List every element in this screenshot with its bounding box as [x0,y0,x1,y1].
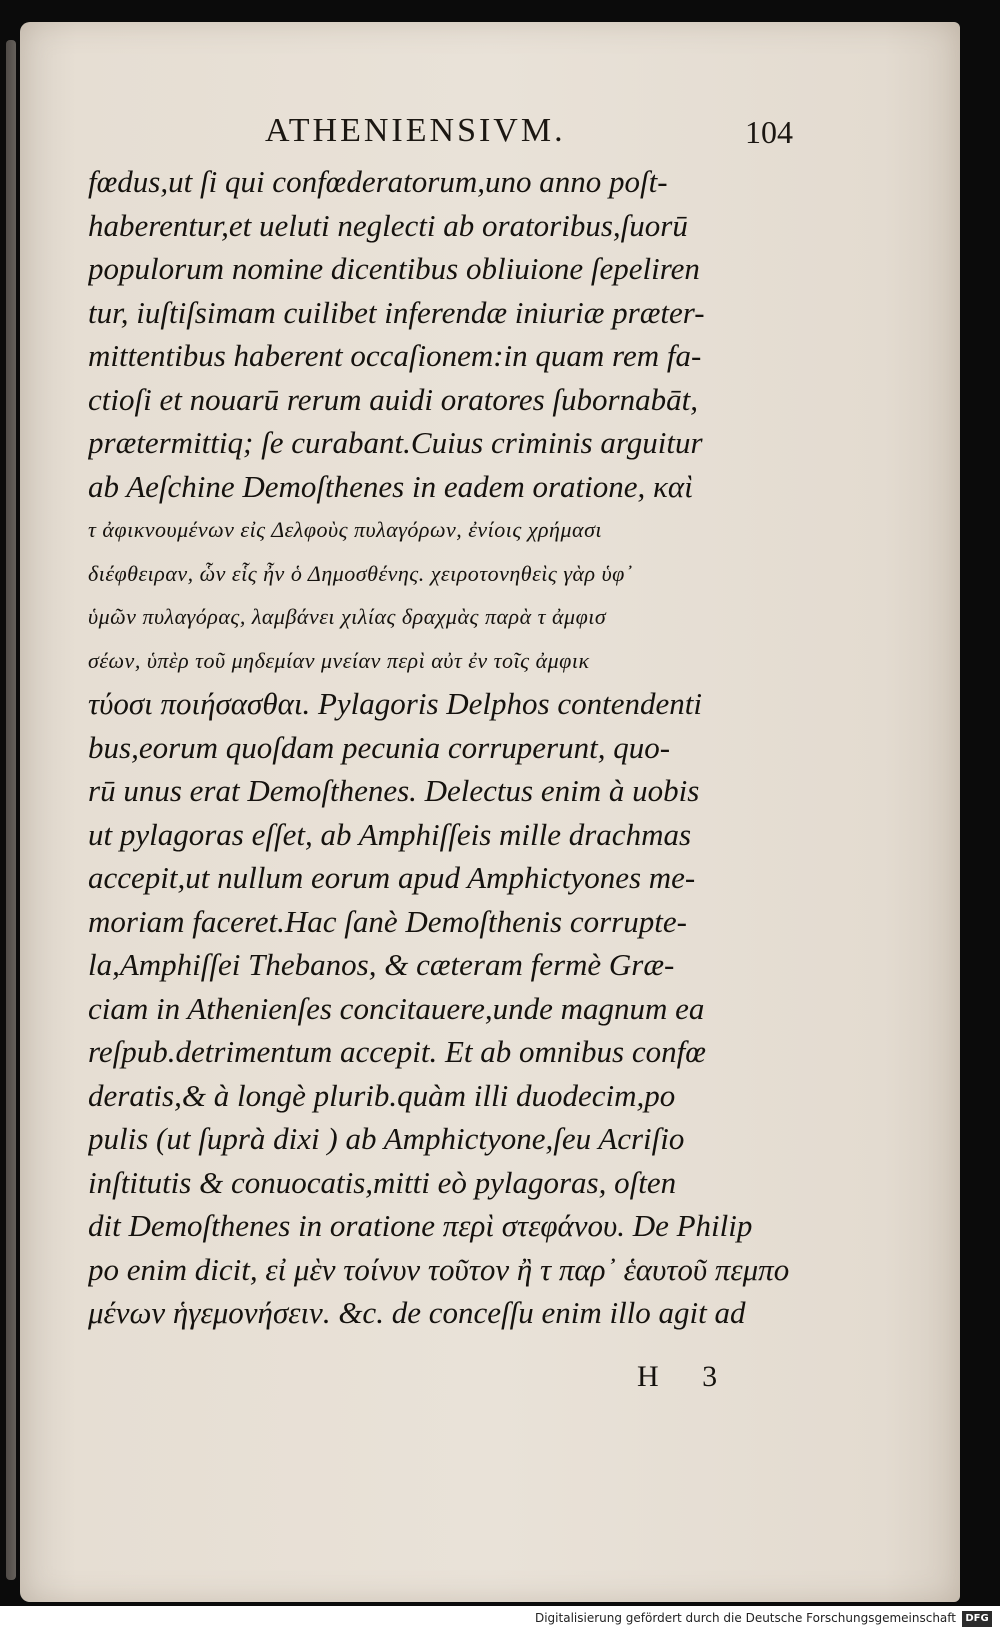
text-line: la,Amphiſſei Thebanos, & cæteram fermè Græ- [88,947,675,982]
text-line: ciam in Athenienſes concitauere,unde magnum ea [88,990,705,1026]
greek-text-line: σέων, ὑπὲρ τοῦ μηδεμίαν μνείαν περὶ αὐτ ἐν τοῖς ἀμφικ [88,647,590,673]
greek-text-line: τ ἀφικνουμένων εἰς Δελφοὺς πυλαγόρων, ἐνίοις χρήμασι [88,517,603,542]
greek-text-line: ὑμῶν πυλαγόρας, λαμβάνει χιλίας δραχμὰς παρὰ τ ἀμφισ [88,604,607,629]
text-line: tur, iuſtiſsimam cuilibet inferendæ iniuriæ præter- [88,294,705,330]
signature-mark: H 3 [637,1360,736,1393]
text-line: fœdus,ut ſi qui confœderatorum,uno anno poſt- [88,164,668,199]
footer-credit: Digitalisierung gefördert durch die Deutsche Forschungsgemeinschaft [534,1611,956,1625]
page-number: 104 [745,114,793,150]
text-line: accepit,ut nullum eorum apud Amphictyones me- [88,860,696,895]
page-gutter-edge [6,40,16,1580]
greek-text-line: διέφθειραν, ὧν εἷς ἦν ὁ Δημοσθένης. χειροτονηθεὶς γὰρ ὑφ᾽ [88,560,633,586]
text-line: ctioſi et nouarū rerum auidi oratores ſubornabāt, [88,381,698,417]
text-line: populorum nomine dicentibus obliuione ſepeliren [88,251,700,286]
text-line: τύοσι ποιήσασθαι. Pylagoris Delphos contendenti [88,686,702,721]
text-line: pulis (ut ſuprà dixi ) ab Amphictyone,ſeu Acriſio [88,1121,685,1156]
text-line: prætermittiq; ſe curabant.Cuius criminis arguitur [88,425,703,460]
text-line: μένων ἡγεμονήσειν. &c. de conceſſu enim illo agit ad [88,1295,746,1330]
page-header [0,112,1000,162]
text-line: reſpub.detrimentum accepit. Et ab omnibus confœ [88,1034,706,1069]
text-line: mittentibus haberent occaſionem:in quam rem fa- [88,338,702,373]
text-line: po enim dicit, εἰ μὲν τοίνυν τοῦτον ἢ τ παρ᾽ ἑαυτοῦ πεμπο [88,1251,790,1287]
text-line: moriam faceret.Hac ſanè Demoſthenis corrupte- [88,903,687,939]
digitization-footer [0,1606,1000,1632]
text-line: dit Demoſthenes in oratione περὶ στεφάνου. De Philip [88,1208,753,1243]
text-line: ut pylagoras eſſet, ab Amphiſſeis mille drachmas [88,816,692,852]
text-line: rū unus erat Demoſthenes. Delectus enim à uobis [88,773,700,808]
body-text [88,160,823,1335]
text-line: haberentur,et ueluti neglecti ab oratoribus,ſuorū [88,207,688,243]
text-line: bus,eorum quoſdam pecunia corruperunt, quo- [88,729,671,765]
text-line: deratis,& à longè plurib.quàm illi duodecim,po [88,1077,676,1113]
dfg-logo: DFG [962,1611,992,1627]
running-head: ATHENIENSIVM. [265,112,566,149]
text-line: inſtitutis & conuocatis,mitti eò pylagoras, oſten [88,1164,677,1200]
text-line: ab Aeſchine Demoſthenes in eadem oratione, καὶ [88,468,693,504]
